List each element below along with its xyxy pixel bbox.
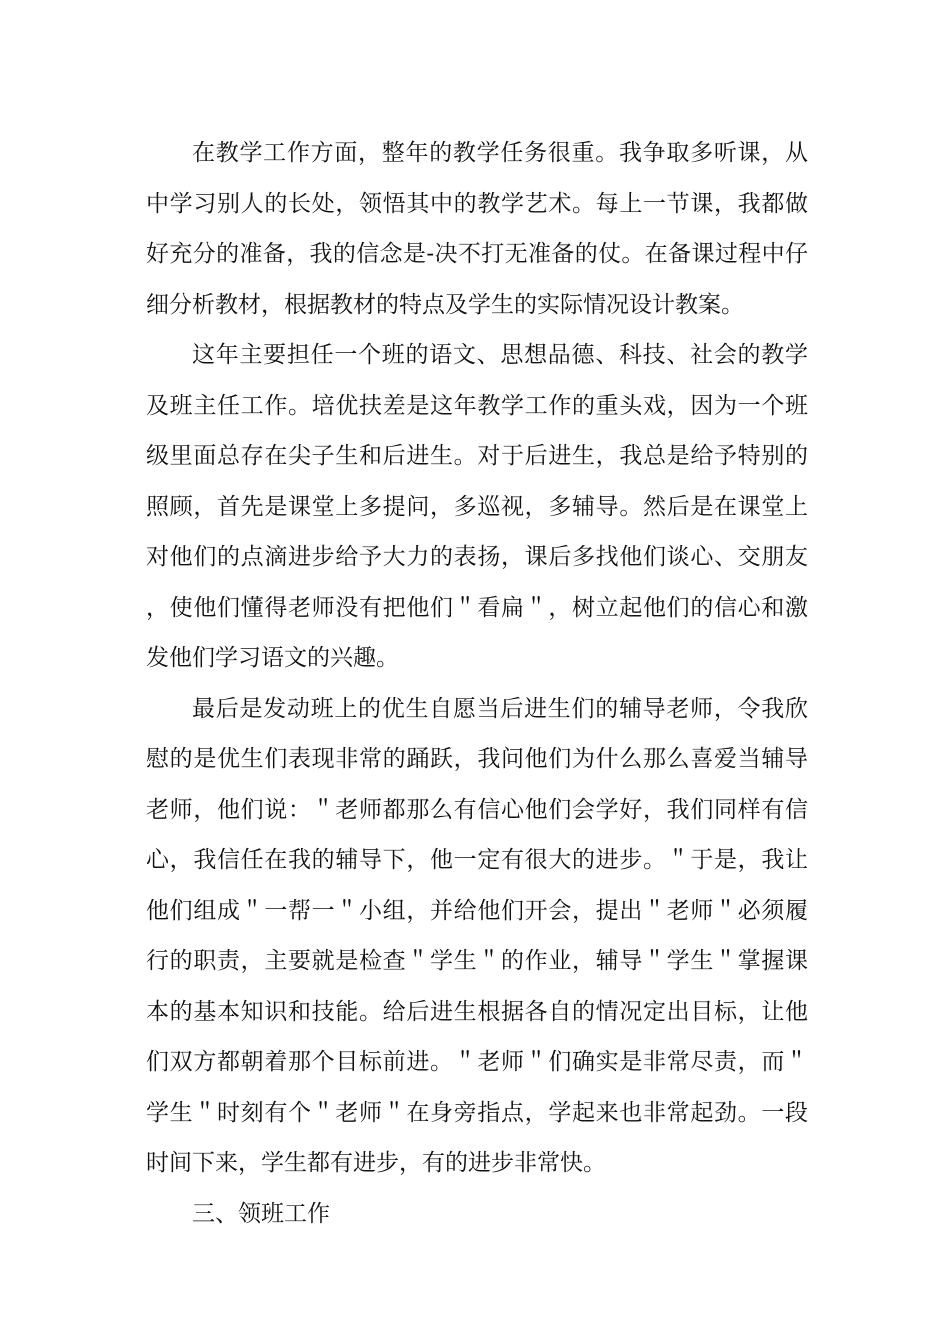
paragraph-teaching-work: 在教学工作方面，整年的教学任务很重。我争取多听课，从中学习别人的长处，领悟其中的教学艺术。每上一节课，我都做好充分的准备，我的信念是-决不打无准备的仗。在备课过程中仔细分析教材，根据教材的特点及学生的实际情况设计教案。 xyxy=(146,140,808,318)
document-body xyxy=(146,128,808,1239)
section-heading: 三、领班工作 xyxy=(192,1200,330,1227)
paragraph-class-duties: 这年主要担任一个班的语文、思想品德、科技、社会的教学及班主任工作。培优扶差是这年教学工作的重头戏，因为一个班级里面总存在尖子生和后进生。对于后进生，我总是给予特别的照顾，首先是课堂上多提问，多巡视，多辅导。然后是在课堂上对他们的点滴进步给予大力的表扬，课后多找他们谈心、交朋友，使他们懂得老师没有把他们＂看扁＂，树立起他们的信心和激发他们学习语文的兴趣。 xyxy=(146,342,808,671)
paragraph-peer-tutoring: 最后是发动班上的优生自愿当后进生们的辅导老师，令我欣慰的是优生们表现非常的踊跃，我问他们为什么那么喜爱当辅导老师，他们说：＂老师都那么有信心他们会学好，我们同样有信心，我信任在我的辅导下，他一定有很大的进步。＂于是，我让他们组成＂一帮一＂小组，并给他们开会，提出＂老师＂必须履行的职责，主要就是检查＂学生＂的作业，辅导＂学生＂掌握课本的基本知识和技能。给后进生根据各自的情况定出目标，让他们双方都朝着那个目标前进。＂老师＂们确实是非常尽责，而＂学生＂时刻有个＂老师＂在身旁指点，学起来也非常起劲。一段时间下来，学生都有进步，有的进步非常快。 xyxy=(146,695,808,1176)
